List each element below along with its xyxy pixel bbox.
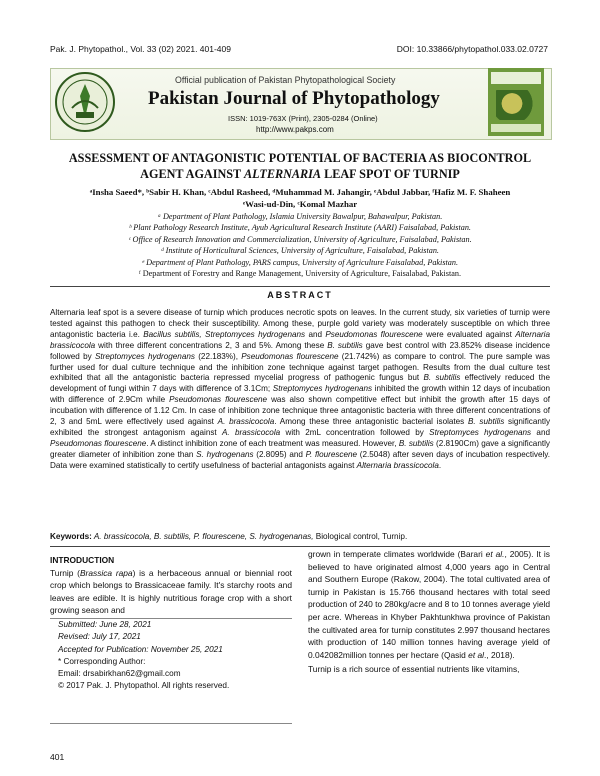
society-logo-icon: [52, 68, 118, 136]
journal-cover-thumbnail: [488, 68, 544, 136]
journal-url[interactable]: http://www.pakps.com: [256, 125, 334, 134]
abstract-heading: ABSTRACT: [267, 290, 333, 300]
society-logo: [52, 68, 118, 136]
page-number: 401: [50, 752, 65, 762]
journal-citation: Pak. J. Phytopathol., Vol. 33 (02) 2021. 401-409: [50, 44, 231, 54]
affiliations: ᵃ Department of Plant Pathology, Islamia University Bawalpur, Bahawalpur, Pakistan. ᵇ Plant Pathology Research Institute, Ayub Agricultural Research Institute (AARI) Faisalabad, Pakistan. ᶜ Office of Research Innovation and Commercialization, University of Agriculture, Faisalabad, Pakistan. ᵈ Institute of Horticultural Sciences, University of Agriculture, Faisalabad, Pakistan. ᵉ Department of Plant Pathology, PARS campus, University of Agriculture Faisalabad, Pakistan. ᶠ Department of Forestry and Range Management, University of Agriculture, Faisalabad, Pakistan.: [128, 212, 472, 279]
abstract-top-divider: [50, 286, 550, 287]
article-info-box: Submitted: June 28, 2021 Revised: July 17, 2021 Accepted for Publication: November 25, 2021 * Corresponding Author: Email: drsabirkhan62@gmail.com © 2017 Pak. J. Phytopathol. All rights reserved.: [50, 618, 292, 724]
introduction-heading: INTRODUCTION: [50, 555, 115, 565]
corresponding-email[interactable]: Email: drsabirkhan62@gmail.com: [58, 669, 181, 679]
journal-title: Pakistan Journal of Phytopathology: [148, 88, 440, 109]
doi-link[interactable]: DOI: 10.33866/phytopathol.033.02.0727: [396, 44, 548, 54]
keywords-divider: [50, 546, 550, 547]
official-publication-note: Official publication of Pakistan Phytopathological Society: [175, 75, 396, 85]
article-title: ASSESSMENT OF ANTAGONISTIC POTENTIAL OF BACTERIA AS BIOCONTROL AGENT AGAINST ALTERNARIA LEAF SPOT OF TURNIP: [68, 151, 532, 181]
right-column-text: grown in temperate climates worldwide (Barari et al., 2005). It is believed to have originated almost 4,000 years ago in Central and Southern Europe (Rakow, 2004). The total cultivated area of turnip in Pakistan is 15.766 thousand hectares with total seed production of 240 to 280kg/acre and 8 to 10 tonnes average yield per acre. Whereas in Khyber Pakhtunkhwa province of Pakistan the cultivated area for turnip constitutes 2.997 thousand hectares with production of 140 million tonnes having average yield of 0.042082million tonnes per hectare (Qasid et al., 2018). Turnip is a rich source of essential nutrients like vitamins,: [308, 549, 550, 675]
issn: ISSN: 1019-763X (Print), 2305-0284 (Online): [228, 114, 378, 123]
abstract-body: Alternaria leaf spot is a severe disease of turnip which produces necrotic spots on leaves. In the current study, six varieties of turnip were tested against this pathogen to check their susceptibility. Among these, purple gold variety was moderately susceptible on which three antagonistic bacteria i.e. Bacillus subtilis, Streptomyces hydrogenans and Pseudomonas flourescene were evaluated against Alternaria brassicocola with three different concentrations 2, 3 and 5%. Among these B. subtilis gave best control with 23.852% disease incidence followed by Streptomyces hydrogenans (22.183%), Pseudomonas flourescene (21.742%) as compare to control. The pure sample was further used for dual culture technique and the inhibition zone technique against target pathogen. Results from the dual culture test exhibited that all the antagonistic bacteria repressed mycelial progress of pathogenic fungus but B. subtilis effectively reduced the development of fungi within 7 days with difference of 3.1Cm; Streptomyces hydrogenans inhibited the growth within 12 days of incubation with difference of 2.9Cm while Pseudomonas flourescene was also shown competitive effect but inhibit the growth after 15 days of incubation with difference of 1.12 Cm. In case of inhibition zone technique three antagonistic bacteria with three different concentrations of 2, 3 and 5mL were effectively used against A. brassicocola. Among these three antagonistic bacterial isolates B. subtilis significantly exhibited the strongest antagonism against A. brassicocola with 2mL concentration followed by Streptomyces hydrogenans and Pseudomonas flourescene. A distinct inhibition zone of each treatment was measured. However, B. subtilis (2.8190Cm) gave a significantly greater diameter of inhibition zone than S. hydrogenans (2.8095) and P. flourescene (2.5048) after seven days of incubation respectively. Data were examined statistically to certify usefulness of bacterial antagonists against Alternaria brassicocola.: [50, 308, 551, 470]
introduction-column: [50, 554, 292, 617]
introduction-text: Turnip (Brassica rapa) is a herbaceous annual or biennial root crop which belongs to Brassicaceae family. It's starchy roots and leaves are edible. It is highly nutritious forage crop with a short growing season and: [50, 567, 292, 616]
author-list: ᵃInsha Saeed*, ᵇSabir H. Khan, ᶜAbdul Rasheed, ᵈMuhammad M. Jahangir, ᵉAbdul Jabbar, ᶠHafiz M. F. Shaheen ᵉWasi-ud-Din, ᶜKomal Mazhar: [89, 187, 511, 209]
keywords: Keywords: A. brassicocola, B. subtilis, P. flourescene, S. hydrogenanas, Biological control, Turnip.: [50, 532, 408, 541]
